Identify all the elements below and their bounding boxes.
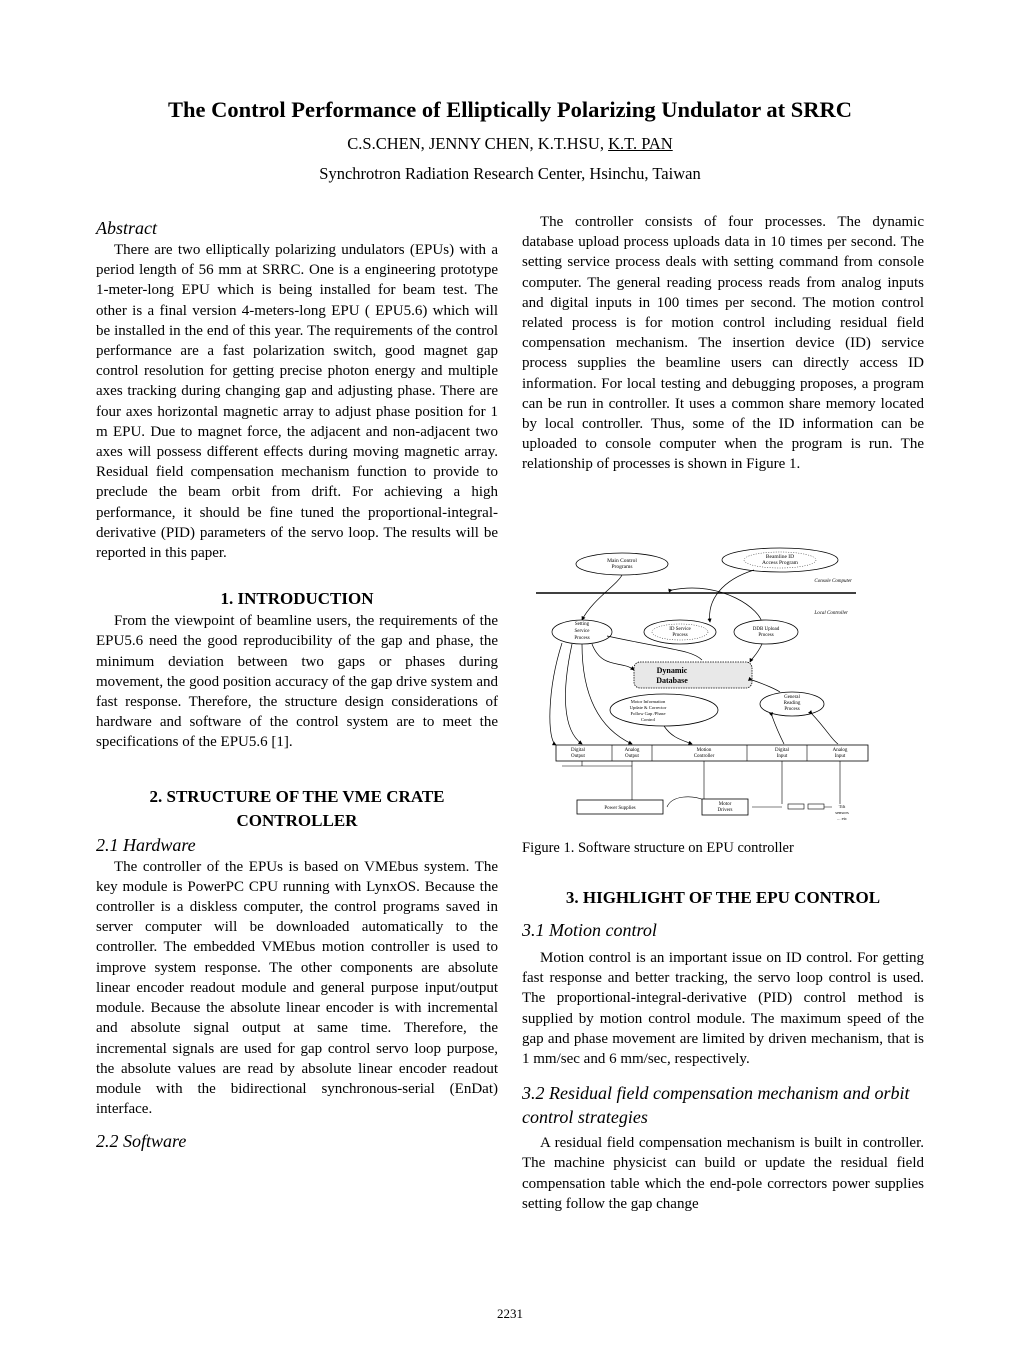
do-label-2: Output (571, 754, 585, 759)
ai-label-1: Analog (832, 748, 848, 753)
sensor-label-3: ... etc (837, 816, 847, 821)
md-label-2: Drivers (717, 808, 733, 813)
gr-label-1: General (784, 695, 800, 700)
ddb-title-2: Database (656, 676, 688, 685)
highlight-heading: 3. HIGHLIGHT OF THE EPU CONTROL (565, 888, 881, 907)
setting-label-1: Setting (574, 622, 590, 627)
abstract-text: There are two elliptically polarizing undulators (EPUs) with a period length of 56 mm at SRRC. One is a engineering prototype 1-meter-long EPU which is being installed for beam test. The other is a final version 4-meters-long EPU ( EPU5.6) which will be installed in the end of this year. The requirements of the control performance are a fast polarization switch, good magnet gap control resolution for getting precise photon energy and multiple axes tracking during changing gap and adjusting phase. There are four axes horizontal magnetic array to adjust phase position for 1 m EPU. Due to magnet force, the adjacent and non-adjacent two axes will possess different effects during moving magnetic array. Residual field compensation mechanism function to provide to preclude the beam orbit from drift. For achieving a high performance, it should be fine tuned the proportional-integral-derivative (PID) parameters of the servo loop. The results will be reported in this paper. (96, 242, 498, 562)
left-column (96, 216, 498, 1153)
motion-text: Motion control is an important issue on ID control. For getting fast response and better tracking, the servo loop control is used. The proportional-integral-derivative (PID) control method is supplied by motion control module. The maximum speed of the gap and phase movement are limited by driven mechanism, that is 1 mm/sec and 6 mm/sec, respectively. (522, 950, 924, 1068)
setting-label-3: Process (574, 636, 590, 641)
md-label-1: Motor (718, 802, 732, 807)
beamline-access-label-2: Access Program (762, 560, 798, 566)
ai-label-2: Input (834, 754, 846, 759)
sensor-label-1: Tilt (838, 804, 846, 809)
software-structure-figure (522, 540, 922, 840)
processes-text: The controller consists of four processes. The dynamic database upload process uploads data in 10 times per second. The setting service process deals with setting command from console computer. The general reading process reads from analog inputs and digital inputs in 100 times per second. The motion control related process is for motion control including residual field compensation mechanism. The insertion device (ID) service process supplies the beamline users can directly access ID information. For local testing and debugging proposes, a program can be run in controller. It uses a common share memory located by local controller. Thus, some of the ID information can be uploaded to console computer when the program is run. The relationship of processes is shown in Figure 1. (522, 214, 924, 473)
beamline-access-label: Beamline ID (765, 554, 795, 560)
sensor-box-2 (808, 804, 824, 809)
io-drop-lines (582, 761, 840, 804)
residual-heading: 3.2 Residual field compensation mechanism and orbit control strategies (522, 1083, 910, 1128)
affiliation: Synchrotron Radiation Research Center, Hsinchu, Taiwan (319, 164, 701, 183)
ddb-upload-node (734, 620, 798, 644)
curve-6 (750, 644, 762, 662)
mc-label-1: Motion (696, 748, 712, 753)
gr-label-3: Process (784, 707, 800, 712)
ddb-label-2: Process (758, 633, 774, 638)
paper-title: The Control Performance of Elliptically Polarizing Undulator at SRRC (167, 97, 853, 122)
psu-motor-line (667, 797, 704, 807)
do-label-1: Digital (571, 748, 585, 753)
curve-1 (550, 643, 562, 745)
ao-label-2: Output (625, 754, 639, 759)
curve-7 (664, 726, 692, 744)
curve-5 (582, 644, 632, 744)
right-column (522, 212, 924, 475)
ao-label-1: Analog (624, 748, 640, 753)
motor-info-4: Control (640, 717, 656, 722)
console-label: Console Computer (814, 579, 852, 584)
curve-9 (812, 714, 838, 744)
ddb-label-1: DDB Upload (752, 627, 780, 632)
id-service-label-2: Process (672, 633, 688, 638)
motion-heading: 3.1 Motion control (522, 920, 657, 940)
curve-2 (565, 644, 582, 744)
sensor-box-1 (788, 804, 804, 809)
di-label-1: Digital (775, 748, 789, 753)
author-list (0, 133, 1020, 155)
page-number: 2231 (497, 1306, 523, 1321)
figure-caption: Figure 1. Software structure on EPU controller (522, 840, 794, 856)
motor-info-3: Follow Gap /Phase (630, 711, 666, 716)
dynamic-database-node (634, 662, 752, 688)
gr-label-2: Reading (783, 701, 801, 706)
structure-heading: 2. STRUCTURE OF THE VME CRATE CONTROLLER (149, 786, 445, 830)
motor-info-1: Motor Information (630, 699, 666, 704)
hardware-text: The controller of the EPUs is based on VMEbus system. The key module is PowerPC CPU running with LynxOS. Because the controller is a diskless computer, the control programs saved in server computer will be downloaded automatically to the controller. The embedded VMEbus motion controller is used to improve system response. The other components are absolute linear encoder readout module and general purpose input/output module. Because the absolute linear encoder is with incremental and absolute signal output at same time. Therefore, the incremental signals are used for gap control servo loop purpose, the absolute values are read by absolute linear encoder readout module with the bidirectional synchronous-serial (EnDat) interface. (96, 858, 498, 1118)
psu-line (562, 766, 632, 800)
hardware-heading: 2.1 Hardware (96, 834, 196, 855)
ddb-title-1: Dynamic (656, 666, 688, 675)
residual-text: A residual field compensation mechanism is built in controller. The machine physicist can build or update the residual field compensation table which the end-pole correctors power supplies setting follow the gap change (522, 1135, 924, 1212)
local-controller-label: Local Controller (814, 611, 848, 616)
author-underlined: K.T. PAN (608, 134, 673, 153)
psu-label: Power Supplies (604, 806, 636, 811)
main-control-label: Main Control (607, 558, 637, 564)
authors-text: C.S.CHEN, JENNY CHEN, K.T.HSU, (347, 134, 609, 153)
curve-8 (772, 716, 784, 744)
setting-label-2: Service (574, 629, 590, 634)
intro-text: From the viewpoint of beamline users, the requirements of the EPU5.6 need the good reproducibility of the gap and phase, the minimum deviation between two gaps or phases during movement, the good position accuracy of the gap drive system and fast response. Therefore, the structure design considerations of hardware and software of the control system are to meet the specifications of the EPU5.6 [1]. (96, 613, 498, 751)
curve-10 (752, 680, 780, 692)
id-service-label-1: ID Service (669, 627, 691, 632)
software-heading: 2.2 Software (96, 1131, 187, 1152)
di-label-2: Input (776, 754, 788, 759)
right-column-lower (522, 886, 924, 1214)
main-control-label-2: Programs (611, 564, 633, 570)
id-service-node (644, 620, 716, 644)
mc-label-2: Controller (693, 754, 715, 759)
curve-3 (592, 644, 634, 670)
abstract-heading: Abstract (96, 218, 157, 238)
motor-info-2: Update & Corrector (629, 705, 667, 710)
sensor-label-2: sensors (835, 810, 849, 815)
arrow-main-setting (582, 575, 622, 620)
intro-heading: 1. INTRODUCTION (220, 589, 374, 609)
